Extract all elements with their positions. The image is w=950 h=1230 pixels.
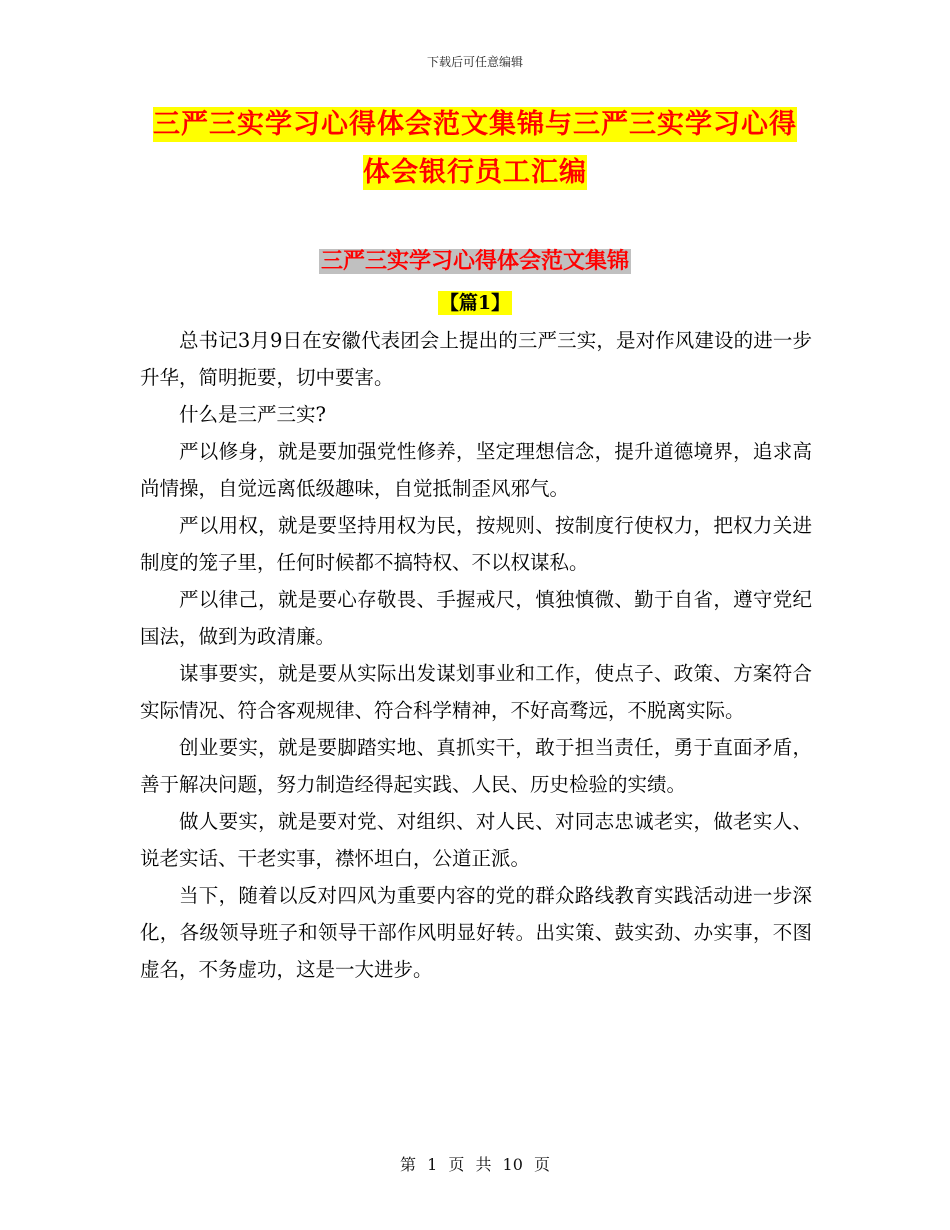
paragraph: 当下，随着以反对四风为重要内容的党的群众路线教育实践活动进一步深化，各级领导班子和领导干部作风明显好转。出实策、鼓实劲、办实事，不图虚名，不务虚功，这是一大进步。: [140, 884, 812, 981]
paragraph: 谋事要实，就是要从实际出发谋划事业和工作，使点子、政策、方案符合实际情况、符合客观规律、符合科学精神，不好高骛远，不脱离实际。: [140, 662, 812, 722]
document-title: [0, 108, 950, 204]
part-label-text: 【篇1】: [439, 292, 511, 314]
page-footer-indicator: 第 1 页 共 10 页: [400, 1155, 550, 1174]
body-text: [140, 322, 812, 988]
paragraph: 严以修身，就是要加强党性修养，坚定理想信念，提升道德境界，追求高尚情操，自觉远离低级趣味，自觉抵制歪风邪气。: [140, 440, 812, 500]
paragraph: 做人要实，就是要对党、对组织、对人民、对同志忠诚老实，做老实人、说老实话、干老实事，襟怀坦白，公道正派。: [140, 810, 812, 870]
part-label: [0, 290, 950, 316]
page-header-note: 下载后可任意编辑: [426, 55, 523, 69]
paragraph: 总书记3月9日在安徽代表团会上提出的三严三实，是对作风建设的进一步升华，简明扼要，切中要害。: [140, 329, 812, 389]
section-title-text: 三严三实学习心得体会范文集锦: [320, 249, 629, 274]
section-title: [0, 248, 950, 276]
paragraph: 什么是三严三实?: [179, 403, 326, 426]
document-title-text-1: 三严三实学习心得体会范文集锦与三严三实学习心得: [153, 109, 797, 140]
document-title-line-1: [0, 108, 950, 142]
paragraph: 严以用权，就是要坚持用权为民，按规则、按制度行使权力，把权力关进制度的笼子里，任何时候都不搞特权、不以权谋私。: [140, 514, 812, 574]
paragraph: 严以律己，就是要心存敬畏、手握戒尺，慎独慎微、勤于自省，遵守党纪国法，做到为政清廉。: [140, 588, 812, 648]
document-title-text-2: 体会银行员工汇编: [363, 157, 587, 188]
document-title-line-2: [0, 156, 950, 190]
paragraph: 创业要实，就是要脚踏实地、真抓实干，敢于担当责任，勇于直面矛盾，善于解决问题，努力制造经得起实践、人民、历史检验的实绩。: [140, 736, 812, 796]
